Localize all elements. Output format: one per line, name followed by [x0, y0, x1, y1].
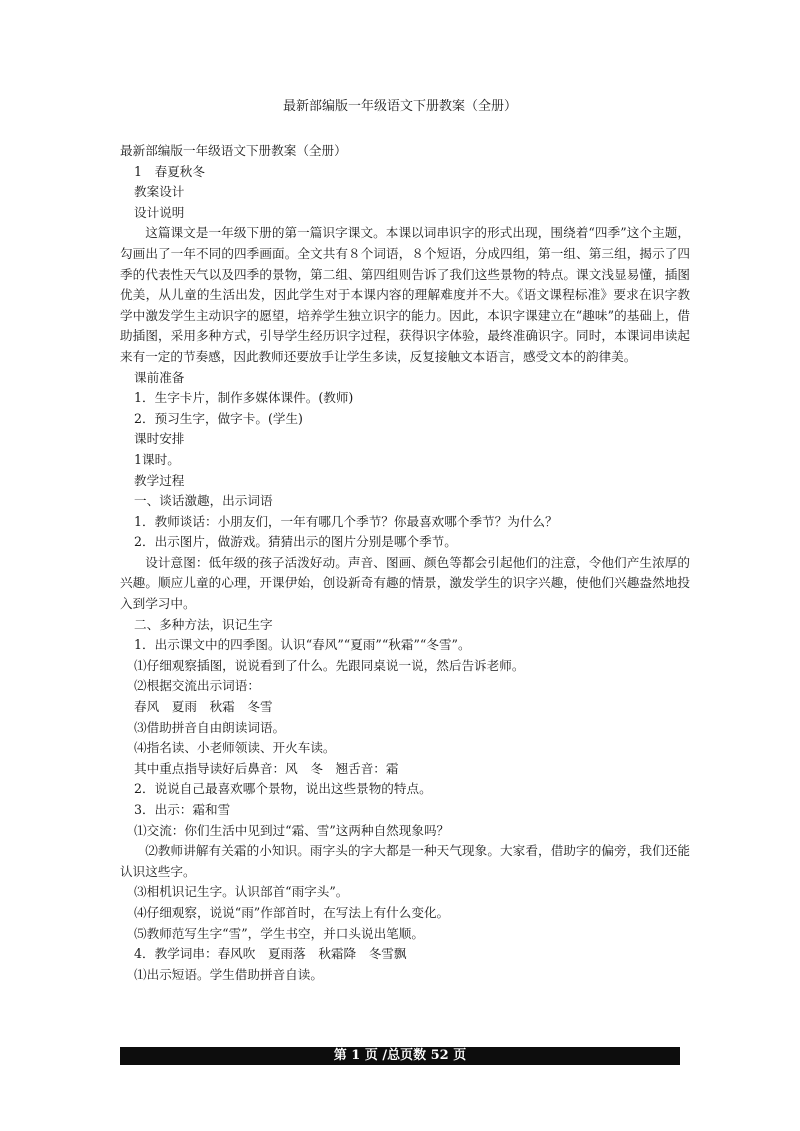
paragraph-section-heading: 教案设计 — [134, 184, 185, 200]
page-title: 最新部编版一年级语文下册教案（全册） — [282, 99, 517, 114]
paragraph-list-item: 4．教学词串：春风吹 夏雨落 秋霜降 冬雪飘 — [134, 946, 407, 962]
paragraph-section-heading: 课前准备 — [134, 369, 185, 385]
paragraph-list-item: ⑴仔细观察插图，说说看到了什么。先跟同桌说一说，然后告诉老师。 — [134, 657, 525, 673]
paragraph-lesson-title: 1 春夏秋冬 — [134, 163, 205, 179]
paragraph-list-item: 2．说说自己最喜欢哪个景物，说出这些景物的特点。 — [134, 781, 432, 797]
paragraph-subheading: 一、谈话激趣，出示词语 — [134, 493, 273, 509]
paragraph-list-item: 1．出示课文中的四季图。认识“春风”“夏雨”“秋霜”“冬雪”。 — [134, 637, 471, 653]
paragraph-list-item: ⑴交流：你们生活中见到过“霜、雪”这两种自然现象吗？ — [134, 822, 450, 838]
paragraph-list-item: 1．教师谈话：小朋友们，一年有哪几个季节？你最喜欢哪个季节？为什么？ — [134, 513, 558, 529]
paragraph-section-heading: 课时安排 — [134, 431, 185, 447]
paragraph-list-item: 2．预习生字，做字卡。(学生) — [134, 410, 303, 426]
paragraph-list-item: ⑶相机识记生字。认识部首“雨字头”。 — [134, 884, 349, 900]
paragraph-list-item: ⑶借助拼音自由朗读词语。 — [134, 719, 286, 735]
paragraph-section-heading: 设计说明 — [134, 204, 185, 220]
paragraph-list-item: 1．生字卡片，制作多媒体课件。(教师) — [134, 390, 354, 406]
paragraph-list-item: ⑸教师范写生字“雪”，学生书空，并口头说出笔顺。 — [134, 925, 424, 941]
paragraph-subheading: 二、多种方法，识记生字 — [134, 616, 273, 632]
paragraph-doc-heading: 最新部编版一年级语文下册教案（全册） — [120, 143, 347, 158]
paragraph-list-item: 3．出示：霜和雪 — [134, 802, 231, 817]
paragraph-list-item: 2．出示图片，做游戏。猜猜出示的图片分别是哪个季节。 — [134, 534, 457, 550]
document-body — [120, 141, 690, 985]
paragraph-text: 1课时。 — [134, 451, 180, 467]
paragraph-list-item: ⑷仔细观察，说说“雨”作部首时，在写法上有什么变化。 — [134, 904, 450, 920]
paragraph-design-intent: 设计意图：低年级的孩子活泼好动。声音、图画、颜色等都会引起他们的注意，令他们产生浓厚的兴趣。顺应儿童的心理，开课伊始，创设新奇有趣的情景，激发学生的识字兴趣，使他们兴趣盎然地投入到学习中。 — [120, 554, 690, 612]
paragraph-text: 其中重点指导读好后鼻音：风 冬 翘舌音：霜 — [134, 760, 399, 776]
paragraph-list-item: ⑵根据交流出示词语： — [134, 678, 260, 694]
paragraph-word-list: 春风 夏雨 秋霜 冬雪 — [134, 699, 273, 715]
paragraph-list-item: ⑵教师讲解有关霜的小知识。雨字头的字大都是一种天气现象。大家看，借助字的偏旁，我们还能认识这些字。 — [120, 843, 690, 879]
paragraph-section-heading: 教学过程 — [134, 472, 185, 488]
page-number-label: 第 1 页 /总页数 52 页 — [333, 1048, 467, 1063]
paragraph-list-item: ⑷指名读、小老师领读、开火车读。 — [134, 740, 336, 756]
paragraph-design-description: 这篇课文是一年级下册的第一篇识字课文。本课以词串识字的形式出现，围绕着“四季”这个主题，勾画出了一年不同的四季画面。全文共有８个词语，８个短语，分成四组，第一组、第三组，揭示了四季的代表性天气以及四季的景物，第二组、第四组则告诉了我们这些景物的特点。课文浅显易懂，插图优美，从儿童的生活出发，因此学生对于本课内容的理解难度并不大。《语文课程标准》要求在识字教学中激发学生主动识字的愿望，培养学生独立识字的能力。因此，本识字课建立在“趣味”的基础上，借助插图，采用多种方式，引导学生经历识字过程，获得识字体验，最终准确识字。同时，本课词串读起来有一定的节奏感，因此教师还要放手让学生多读，反复接触文本语言，感受文本的韵律美。 — [120, 225, 690, 364]
paragraph-list-item: ⑴出示短语。学生借助拼音自读。 — [134, 966, 323, 982]
page-footer — [120, 1047, 680, 1065]
